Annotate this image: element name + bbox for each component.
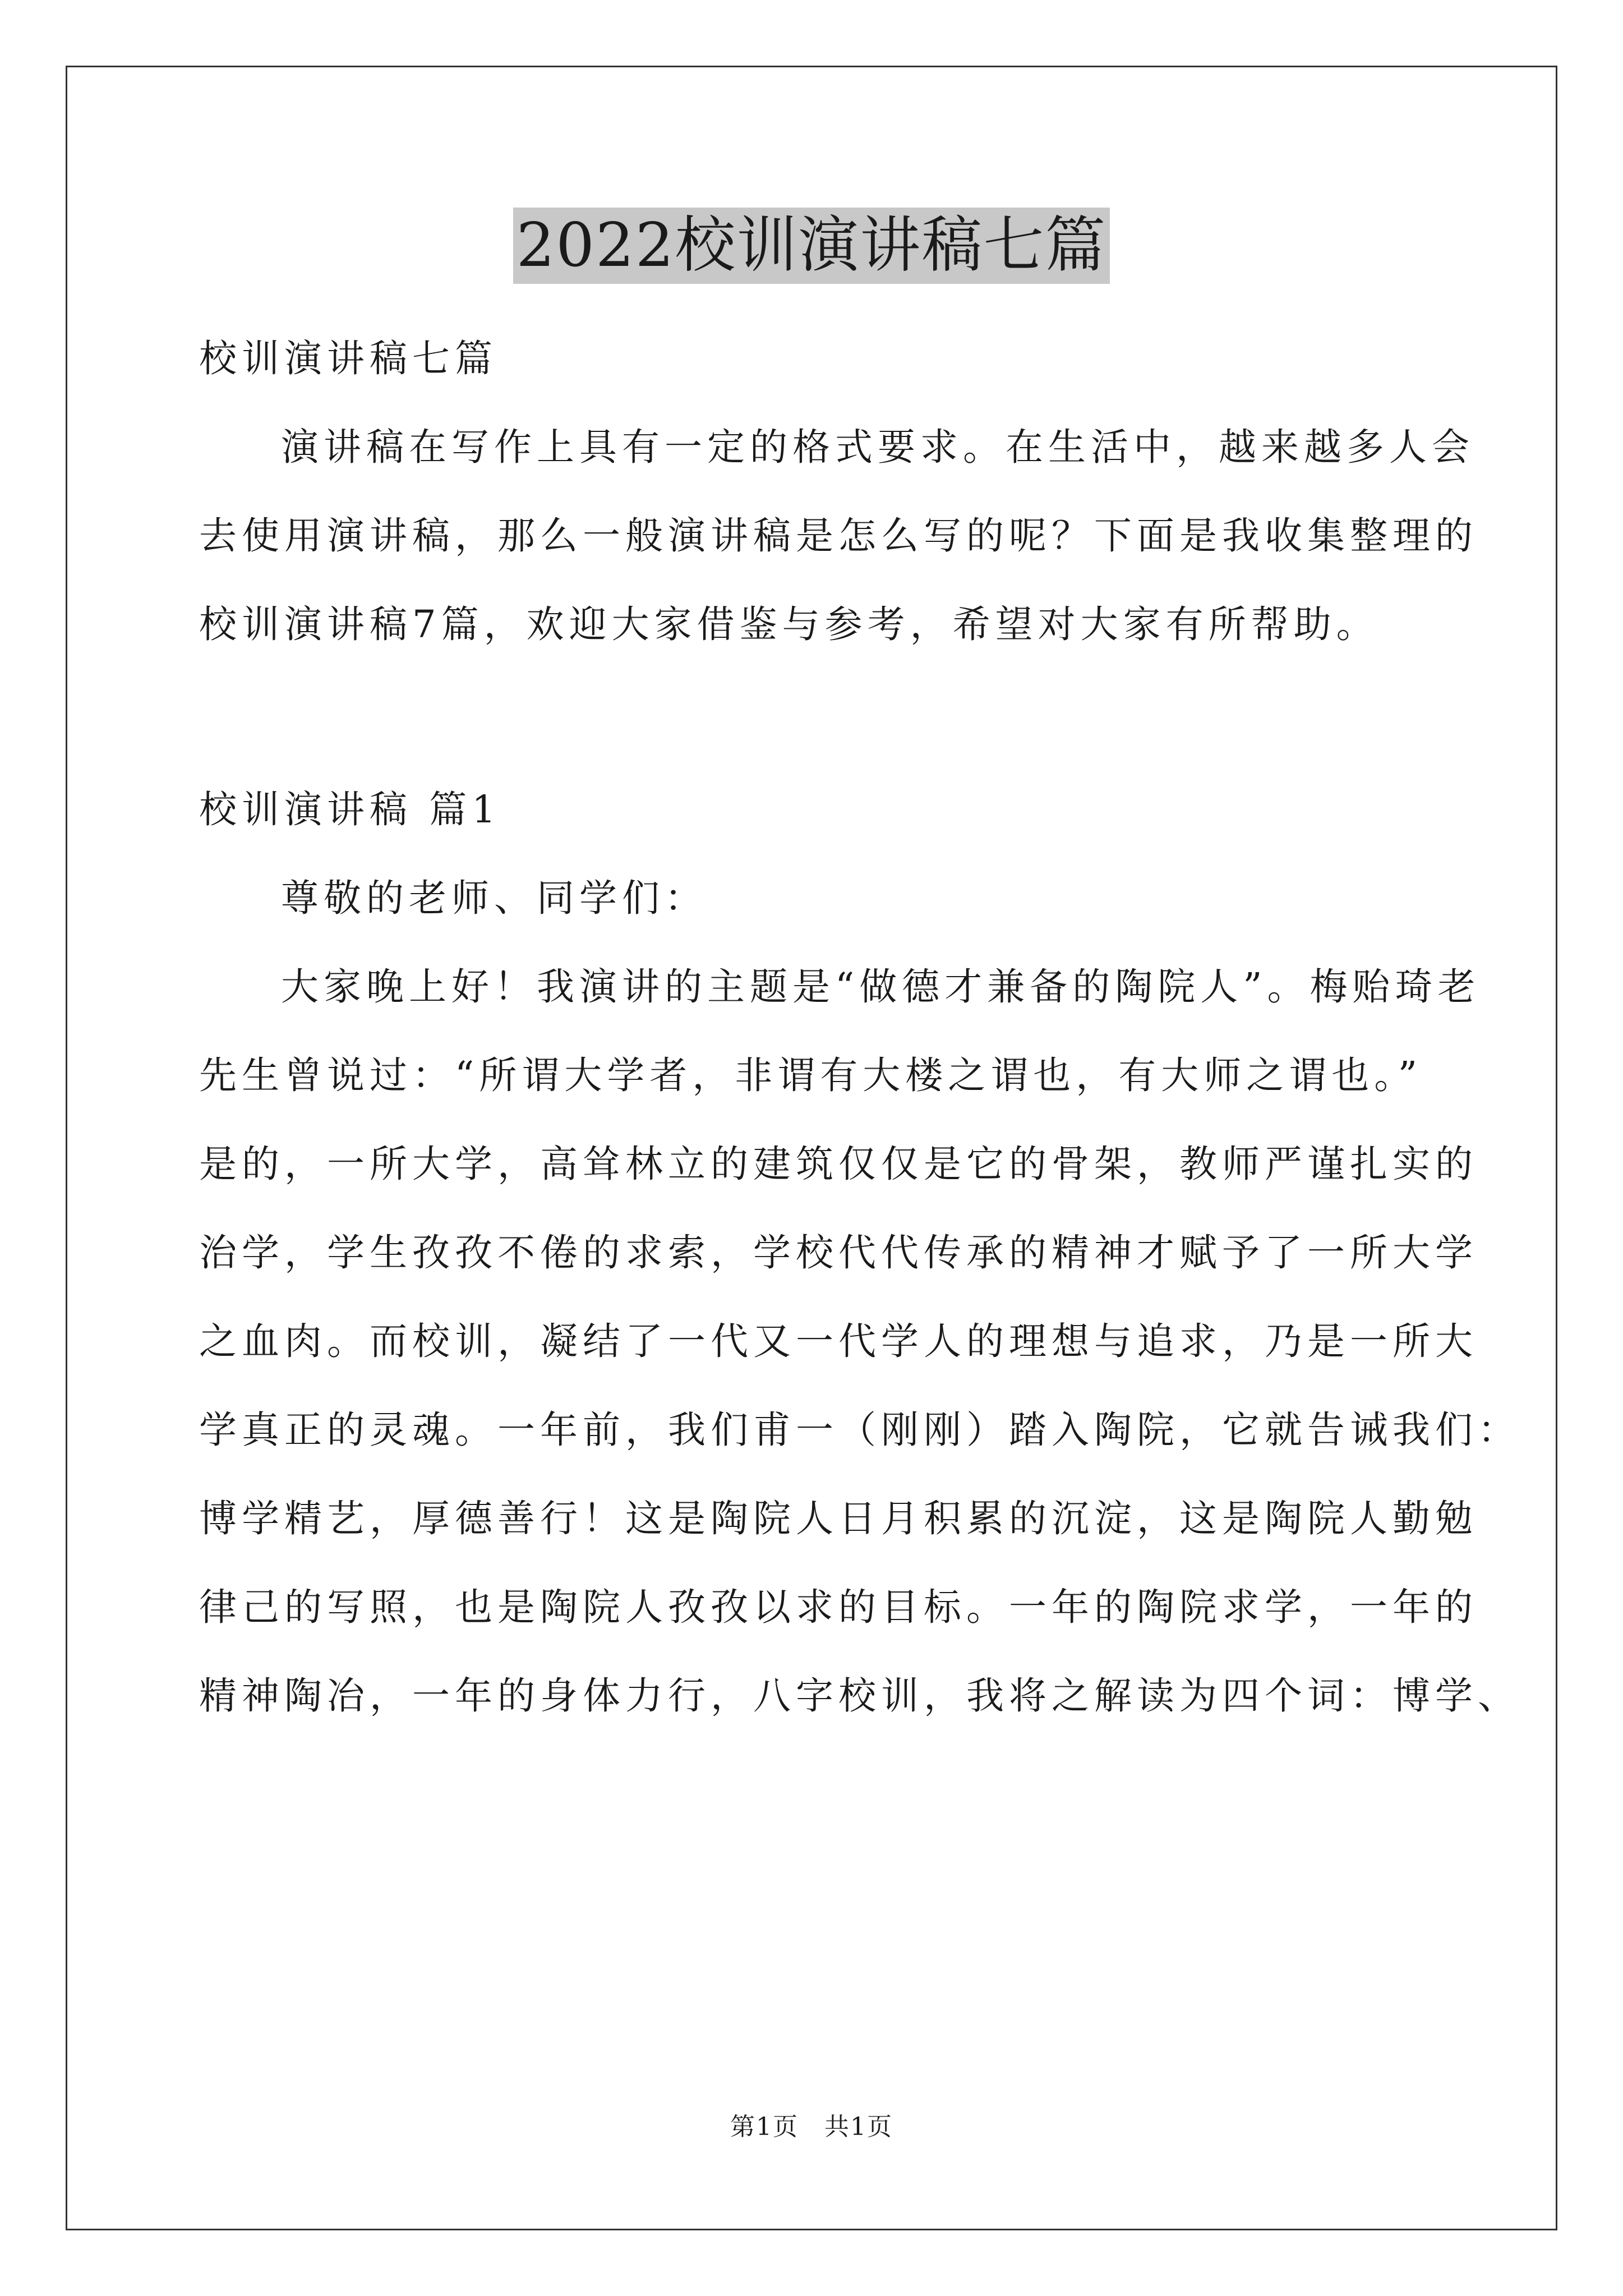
paragraph-line: 去使用演讲稿，那么一般演讲稿是怎么写的呢？下面是我收集整理的 bbox=[199, 514, 1478, 558]
page-footer: 第1页 共1页 bbox=[730, 2113, 893, 2141]
paragraph-line: 律己的写照，也是陶院人孜孜以求的目标。一年的陶院求学，一年的 bbox=[199, 1585, 1478, 1629]
section-heading: 校训演讲稿七篇 bbox=[199, 337, 497, 380]
paragraph-line: 之血肉。而校训，凝结了一代又一代学人的理想与追求，乃是一所大 bbox=[199, 1319, 1478, 1363]
paragraph-line: 治学，学生孜孜不倦的求索，学校代代传承的精神才赋予了一所大学 bbox=[199, 1231, 1478, 1274]
title-container bbox=[0, 208, 1623, 284]
paragraph-line: 先生曾说过：“所谓大学者，非谓有大楼之谓也，有大师之谓也。” bbox=[199, 1053, 1423, 1097]
paragraph-line: 校训演讲稿7篇，欢迎大家借鉴与参考，希望对大家有所帮助。 bbox=[199, 602, 1379, 646]
document-title: 2022校训演讲稿七篇 bbox=[513, 208, 1110, 284]
paragraph-line: 大家晚上好！我演讲的主题是“做德才兼备的陶院人”。梅贻琦老 bbox=[281, 965, 1481, 1009]
salutation-line: 尊敬的老师、同学们： bbox=[281, 876, 707, 920]
paragraph-line: 精神陶冶，一年的身体力行，八字校训，我将之解读为四个词：博学、 bbox=[199, 1674, 1520, 1718]
paragraph-line: 是的，一所大学，高耸林立的建筑仅仅是它的骨架，教师严谨扎实的 bbox=[199, 1142, 1478, 1186]
paragraph-line: 演讲稿在写作上具有一定的格式要求。在生活中，越来越多人会 bbox=[281, 425, 1474, 469]
document-body bbox=[199, 314, 1520, 1740]
paragraph-line: 博学精艺，厚德善行！这是陶院人日月积累的沉淀，这是陶院人勤勉 bbox=[199, 1497, 1478, 1540]
section-heading: 校训演讲稿 篇1 bbox=[199, 788, 501, 831]
paragraph-line: 学真正的灵魂。一年前，我们甫一（刚刚）踏入陶院，它就告诫我们： bbox=[199, 1408, 1520, 1452]
